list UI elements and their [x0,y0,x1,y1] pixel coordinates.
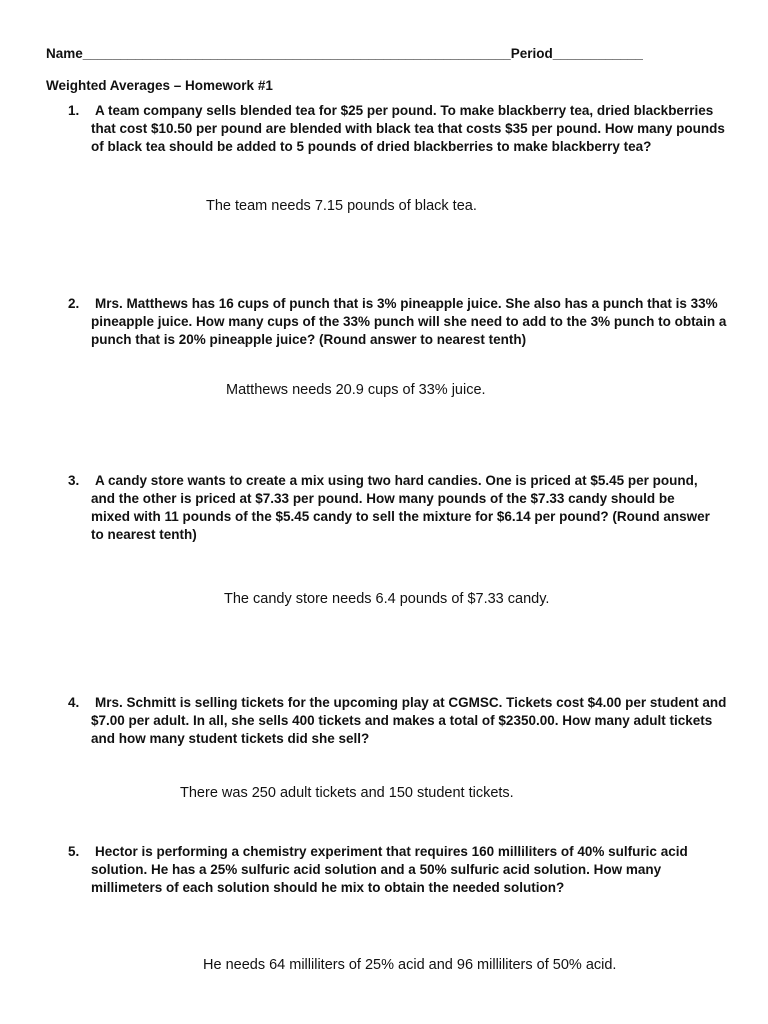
name-period-line [46,46,643,61]
question-text: A team company sells blended tea for $25 per pound. To make blackberry tea, dried blackberries that cost $10.50 per pound are blended with black tea that costs $35 per pound. How many pounds of black tea should be added to 5 pounds of dried blackberries to make blackberry tea? [91,103,725,154]
name-blank: _________________________________________________________ [82,46,511,61]
answer-2: Matthews needs 20.9 cups of 33% juice. [226,382,486,398]
question-number: 2. [68,296,80,311]
question-3 [68,472,713,544]
question-5 [68,843,733,897]
question-number: 3. [68,473,80,488]
worksheet-title: Weighted Averages – Homework #1 [46,78,273,93]
question-number: 4. [68,695,80,710]
answer-4: There was 250 adult tickets and 150 student tickets. [180,785,514,801]
question-text: Mrs. Matthews has 16 cups of punch that is 3% pineapple juice. She also has a punch that is 33% pineapple juice. How many cups of the 33% punch will she need to add to the 3% punch to obtain a punch that is 20% pineapple juice? (Round answer to nearest tenth) [91,296,727,347]
name-label: Name [46,46,83,61]
question-4 [68,694,728,748]
answer-3: The candy store needs 6.4 pounds of $7.33 candy. [224,591,550,607]
question-2 [68,295,740,349]
question-number: 1. [68,103,80,118]
period-label: Period [510,46,553,61]
answer-1: The team needs 7.15 pounds of black tea. [206,198,477,214]
period-blank: ____________ [552,46,643,61]
question-text: Mrs. Schmitt is selling tickets for the upcoming play at CGMSC. Tickets cost $4.00 per student and $7.00 per adult. In all, she sells 400 tickets and makes a total of $2350.00. How many adult tickets and how many student tickets did she sell? [91,695,727,746]
question-text: Hector is performing a chemistry experiment that requires 160 milliliters of 40% sulfuric acid solution. He has a 25% sulfuric acid solution and a 50% sulfuric acid solution. How many millimeters of each solution should he mix to obtain the needed solution? [91,844,688,895]
question-number: 5. [68,844,80,859]
answer-5: He needs 64 milliliters of 25% acid and 96 milliliters of 50% acid. [203,957,617,973]
question-1 [68,102,728,156]
question-text: A candy store wants to create a mix using two hard candies. One is priced at $5.45 per pound, and the other is priced at $7.33 per pound. How many pounds of the $7.33 candy should be mixed with 11 pounds of the $5.45 candy to sell the mixture for $6.14 per pound? (Round answer to nearest tenth) [91,473,710,542]
